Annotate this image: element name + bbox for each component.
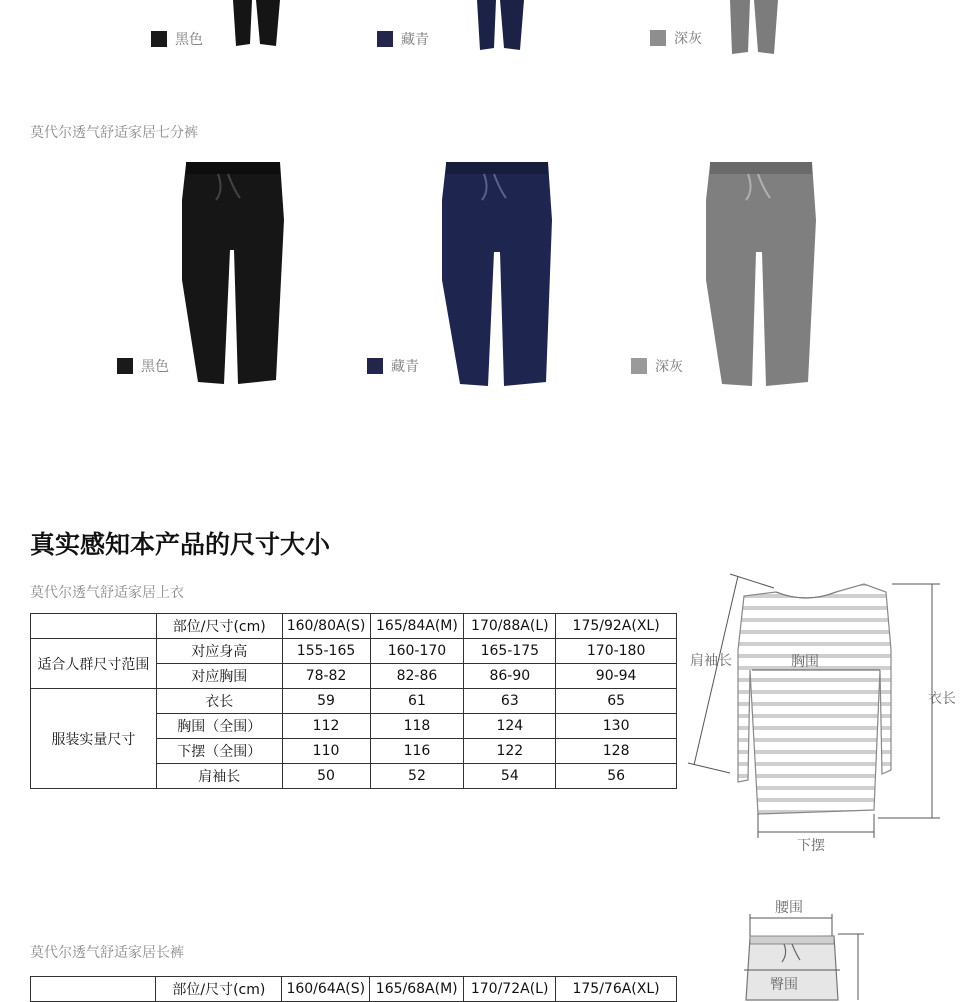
pants-measurement-diagram <box>740 910 870 1000</box>
value-cell: 86-90 <box>464 664 556 689</box>
header-cell: 175/92A(XL) <box>556 614 677 639</box>
value-cell: 130 <box>556 714 677 739</box>
shirt-body <box>738 584 891 814</box>
swatch-navy-square <box>377 31 393 47</box>
swatch-gray-label: 深灰 <box>674 31 702 47</box>
value-cell: 122 <box>464 739 556 764</box>
header-cell: 170/88A(L) <box>464 614 556 639</box>
pants-leg-right <box>256 0 280 46</box>
top-size-table <box>30 613 677 789</box>
value-cell: 65 <box>556 689 677 714</box>
swatch-navy <box>377 29 429 49</box>
waistband <box>446 162 548 174</box>
value-cell: 155-165 <box>282 639 370 664</box>
pants-leg-left <box>477 0 496 50</box>
swatch-black-label: 黑色 <box>175 32 203 48</box>
value-cell: 59 <box>282 689 370 714</box>
table-row <box>31 639 677 664</box>
value-cell: 118 <box>370 714 464 739</box>
header-cell: 165/68A(M) <box>370 977 464 1002</box>
swatch-navy-square <box>367 358 383 374</box>
pants-table-caption: 莫代尔透气舒适家居长裤 <box>30 945 184 961</box>
value-cell: 110 <box>282 739 370 764</box>
gray-capri-pants-image <box>704 160 820 388</box>
length-label: 衣长 <box>928 691 956 707</box>
capri-swatch-gray <box>631 356 683 376</box>
hip-label: 臀围 <box>770 977 798 993</box>
value-cell: 165-175 <box>464 639 556 664</box>
value-cell: 56 <box>556 764 677 789</box>
header-cell: 175/76A(XL) <box>556 977 677 1002</box>
gray-long-pants-image <box>726 0 782 56</box>
header-cell: 165/84A(M) <box>370 614 464 639</box>
table-header-row <box>31 977 677 1002</box>
table-row <box>31 689 677 714</box>
table-corner-cell <box>31 977 156 1002</box>
black-capri-pants-image <box>180 160 286 388</box>
pants-body <box>706 162 816 386</box>
waistband <box>710 162 812 174</box>
value-cell: 78-82 <box>282 664 370 689</box>
pants-leg-left <box>730 0 750 54</box>
header-cell: 170/72A(L) <box>464 977 556 1002</box>
swatch-gray-square <box>631 358 647 374</box>
capri-swatch-navy-label: 藏青 <box>391 359 419 375</box>
group-label-cell: 服装实量尺寸 <box>31 689 157 789</box>
header-cell: 160/64A(S) <box>282 977 370 1002</box>
capri-caption: 莫代尔透气舒适家居七分裤 <box>30 125 198 141</box>
chest-label: 胸围 <box>791 654 819 670</box>
header-cell: 部位/尺寸(cm) <box>156 614 282 639</box>
top-measurement-diagram <box>686 570 970 860</box>
value-cell: 170-180 <box>556 639 677 664</box>
navy-long-pants-image <box>472 0 528 54</box>
capri-swatch-navy <box>367 356 419 376</box>
hem-label: 下摆 <box>797 838 825 854</box>
value-cell: 50 <box>282 764 370 789</box>
row-label-cell: 肩袖长 <box>156 764 282 789</box>
value-cell: 116 <box>370 739 464 764</box>
size-section-title: 真实感知本产品的尺寸大小 <box>30 530 331 559</box>
black-long-pants-image <box>228 0 284 50</box>
capri-swatch-gray-label: 深灰 <box>655 359 683 375</box>
row-label-cell: 下摆（全围） <box>156 739 282 764</box>
pants-body <box>182 162 284 384</box>
table-corner-cell <box>31 614 157 639</box>
pants-leg-left <box>233 0 252 46</box>
waist-label: 腰围 <box>775 900 803 916</box>
waistband <box>750 936 834 944</box>
header-cell: 160/80A(S) <box>282 614 370 639</box>
value-cell: 54 <box>464 764 556 789</box>
swatch-gray <box>650 28 702 48</box>
shoulder-sleeve-label: 肩袖长 <box>690 653 732 669</box>
pants-leg-right <box>500 0 524 50</box>
capri-swatch-black-label: 黑色 <box>141 359 169 375</box>
waistband <box>186 162 280 174</box>
swatch-navy-label: 藏青 <box>401 32 429 48</box>
swatch-gray-square <box>650 30 666 46</box>
value-cell: 52 <box>370 764 464 789</box>
swatch-black-square <box>117 358 133 374</box>
header-cell: 部位/尺寸(cm) <box>156 977 282 1002</box>
group-label-cell: 适合人群尺寸范围 <box>31 639 157 689</box>
row-label-cell: 对应胸围 <box>156 664 282 689</box>
navy-capri-pants-image <box>440 160 556 388</box>
value-cell: 160-170 <box>370 639 464 664</box>
capri-swatch-black <box>117 356 169 376</box>
swatch-black <box>151 29 203 49</box>
shoulder-sleeve-measure-tick-bottom <box>688 763 730 773</box>
pants-body <box>442 162 552 386</box>
value-cell: 112 <box>282 714 370 739</box>
value-cell: 82-86 <box>370 664 464 689</box>
table-header-row <box>31 614 677 639</box>
value-cell: 90-94 <box>556 664 677 689</box>
top-table-caption: 莫代尔透气舒适家居上衣 <box>30 585 184 601</box>
value-cell: 63 <box>464 689 556 714</box>
row-label-cell: 胸围（全围） <box>156 714 282 739</box>
pants-size-table <box>30 976 677 1002</box>
value-cell: 61 <box>370 689 464 714</box>
value-cell: 124 <box>464 714 556 739</box>
pants-leg-right <box>754 0 778 54</box>
shoulder-sleeve-measure-line <box>694 576 738 765</box>
swatch-black-square <box>151 31 167 47</box>
row-label-cell: 对应身高 <box>156 639 282 664</box>
row-label-cell: 衣长 <box>156 689 282 714</box>
value-cell: 128 <box>556 739 677 764</box>
